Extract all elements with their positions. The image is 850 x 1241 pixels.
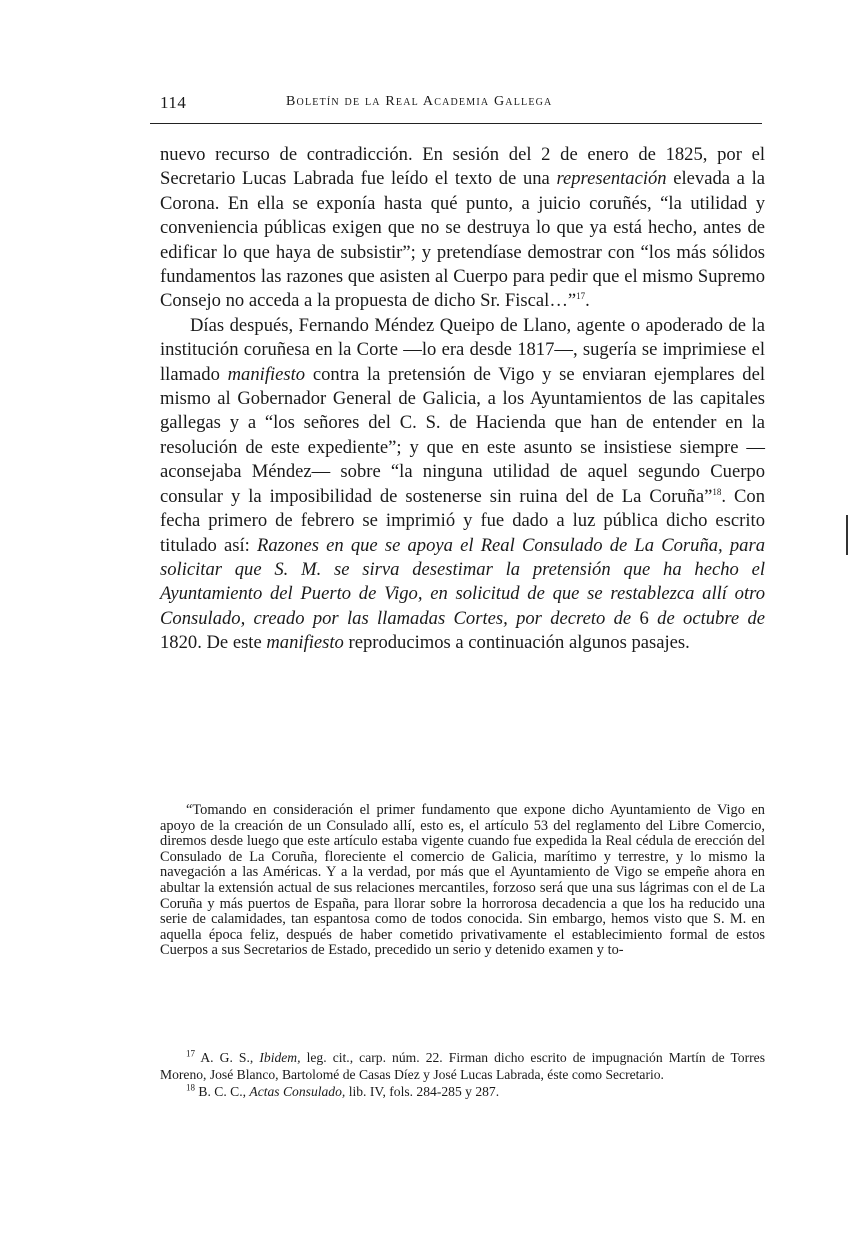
- running-title: Boletín de la Real Academia Gallega: [286, 94, 553, 109]
- footnote-ref-18[interactable]: 18: [712, 486, 722, 497]
- header-rule: [150, 123, 762, 124]
- footnote-17: $^{17}$ A. G. S., Ibidem, leg. cit., carp. núm. 22. Firman dicho escrito de impugnación Martín de Torres Moreno, José Blanco, Bartolomé de Casas Díez y José Lucas Labrada, éste como Secretario.: [160, 1048, 765, 1082]
- page-header: [160, 93, 765, 117]
- manifesto-title: Razones en que se apoya el Real Consulado de La Coruña, para solicitar que S. M. se sirva desestimar la pretensión que ha hecho el Ayuntamiento del Puerto de Vigo, en solicitud de que se restablezca allí otro Consulado, creado por las llamadas Cortes, por decreto de: [160, 534, 765, 629]
- body-text: [160, 143, 765, 656]
- scan-edge-mark: [846, 515, 848, 555]
- footnote-ref-17[interactable]: 17: [576, 291, 586, 302]
- quote-text: “Tomando en consideración el primer fundamento que expone dicho Ayuntamiento de Vigo en apoyo de la creación de un Consulado allí, esto es, el artículo 53 del reglamento del Libre Comercio, diremos desde luego que este artículo estaba vigente cuando fue expedida la Real cédula de erección del Consulado de La Coruña, floreciente el comercio de Galicia, marítimo y terrestre, y lo mismo la navegación a las Américas. Y a la verdad, por más que el Ayuntamiento de Vigo se empeñe ahora en abultar la extensión actual de sus relaciones mercantiles, forzoso será que una sus lágrimas con el de La Coruña y más puertos de España, para llorar sobre la horrorosa decadencia a que los ha reducido una serie de calamidades, tan espantosa como de todos conocida. Sin embargo, hemos visto que S. M. en aquella época feliz, después de haber cometido privativamente el establecimiento formal de estos Cuerpos a sus Secretarios de Estado, precedido un serio y detenido examen y to-: [160, 802, 765, 959]
- footnotes: [160, 1049, 765, 1100]
- footnote-number: 18: [186, 1082, 195, 1093]
- footnote-18: $^{18}$ B. C. C., Actas Consulado, lib. IV, fols. 284-285 y 287.: [186, 1082, 500, 1099]
- footnote-number: 17: [186, 1048, 195, 1059]
- paragraph-1: nuevo recurso de contradicción. En sesión del 2 de enero de 1825, por el Secretario Lucas Labrada fue leído el texto de una representación elevada a la Corona. En ella se exponía hasta qué punto, a juicio coruñés, “la utilidad y conveniencia públicas exigen que no se destruya lo que ya está hecho, antes de edificar lo que haya de subsistir”; y pretendíase demostrar con “los más sólidos fundamentos las razones que asisten al Cuerpo para pedir que el mismo Supremo Consejo no acceda a la propuesta de dicho Sr. Fiscal…”$^{17}$.: [160, 144, 765, 312]
- page-number: 114: [160, 93, 187, 112]
- paragraph-2: Días después, Fernando Méndez Queipo de Llano, agente o apoderado de la institución coruñesa en la Corte —lo era desde 1817—, sugería se imprimiese el llamado manifiesto contra la pretensión de Vigo y se enviaran ejemplares del mismo al Gobernador General de Galicia, a los Ayuntamientos de las capitales gallegas y a “los señores del C. S. de Hacienda que han de entender en la resolución de este expediente”; y que en este asunto se insistiese siempre —aconsejaba Méndez— sobre “la ninguna utilidad de aquel segundo Cuerpo consular y la imposibilidad de sostenerse sin ruina del de La Coruña”$^{18}$. Con fecha primero de febrero se imprimió y fue dado a luz pública dicho escrito titulado así: Razones en que se apoya el Real Consulado de La Coruña, para solicitar que S. M. se sirva desestimar la pretensión que ha hecho el Ayuntamiento del Puerto de Vigo, en solicitud de que se restablezca allí otro Consulado, creado por las llamadas Cortes, por decreto de 6 de octubre de 1820. De este manifiesto reproducimos a continuación algunos pasajes.: [160, 314, 766, 654]
- block-quote: [160, 803, 765, 959]
